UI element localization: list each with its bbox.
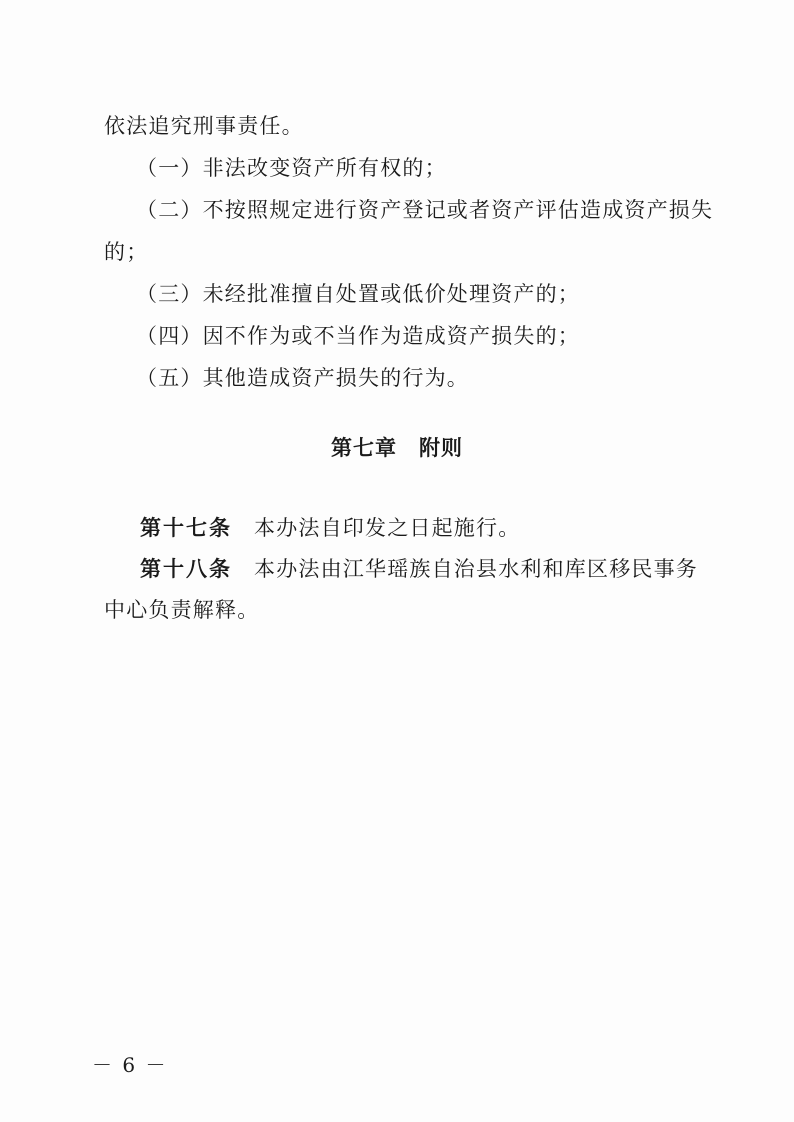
list-item-5: （五）其他造成资产损失的行为。 bbox=[136, 366, 469, 390]
article-18 bbox=[140, 555, 698, 583]
chapter-heading bbox=[0, 434, 794, 462]
article-18-text: 本办法由江华瑶族自治县水利和库区移民事务 bbox=[254, 557, 698, 581]
list-item-2-continuation: 的； bbox=[104, 240, 149, 264]
page-number: － 6 － bbox=[92, 1053, 168, 1077]
chapter-number: 第七章 bbox=[331, 436, 397, 460]
article-17-label: 第十七条 bbox=[140, 516, 232, 540]
list-item-3: （三）未经批准擅自处置或低价处理资产的； bbox=[136, 282, 580, 306]
list-item-4: （四）因不作为或不当作为造成资产损失的； bbox=[136, 324, 580, 348]
list-item-1: （一）非法改变资产所有权的； bbox=[136, 156, 447, 180]
body-line-1: 依法追究刑事责任。 bbox=[104, 114, 304, 138]
article-18-label: 第十八条 bbox=[140, 557, 232, 581]
chapter-title: 附则 bbox=[419, 436, 463, 460]
article-18-continuation: 中心负责解释。 bbox=[104, 598, 260, 622]
article-17-text: 本办法自印发之日起施行。 bbox=[254, 516, 521, 540]
list-item-2: （二）不按照规定进行资产登记或者资产评估造成资产损失 bbox=[136, 198, 714, 222]
article-17 bbox=[140, 514, 520, 542]
